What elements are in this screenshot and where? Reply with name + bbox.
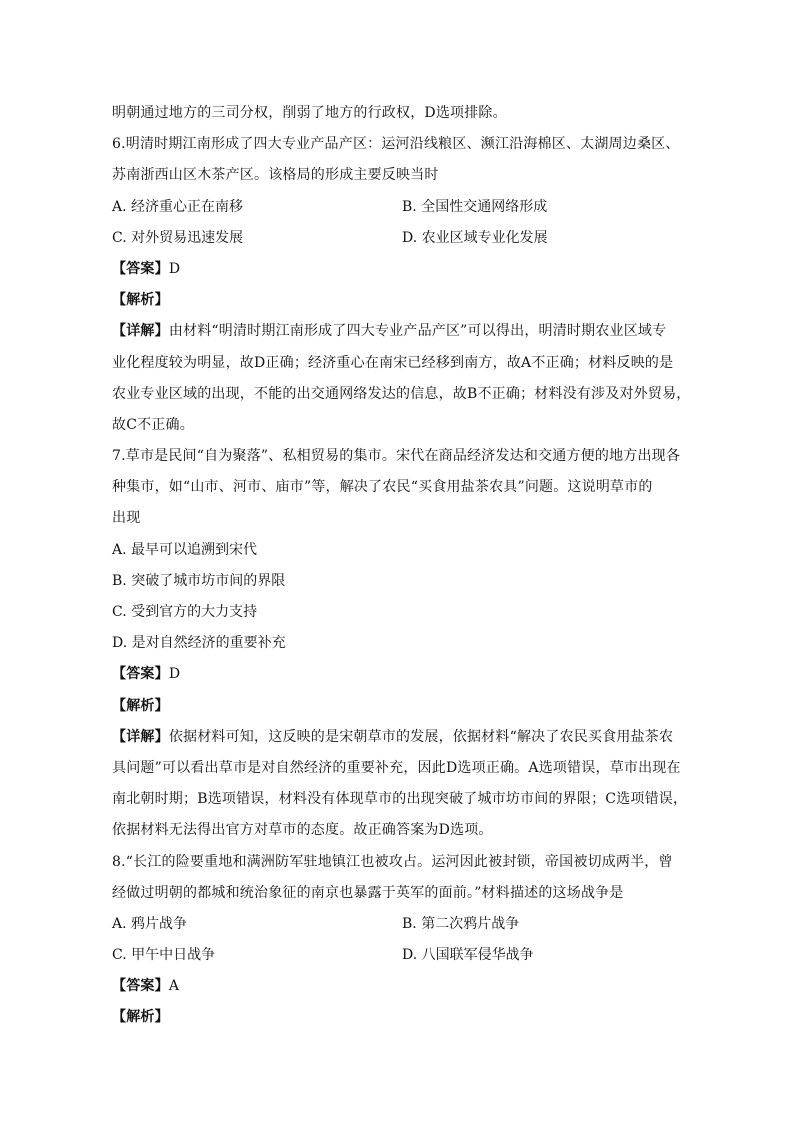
question-7-answer bbox=[112, 659, 692, 690]
question-6 bbox=[112, 129, 692, 441]
document-page bbox=[112, 98, 692, 1034]
question-8-option-a: A. 鸦片战争 bbox=[112, 915, 188, 932]
question-7-option-c: C. 受到官方的大力支持 bbox=[112, 604, 258, 620]
question-7 bbox=[112, 441, 692, 846]
question-6-detail-line-4: 故C不正确。 bbox=[112, 416, 194, 433]
detail-label: 【详解】 bbox=[112, 323, 169, 340]
question-8-option-d: D. 八国联军侵华战争 bbox=[402, 947, 534, 964]
question-8-options-row-1 bbox=[112, 909, 692, 940]
question-8-options-row-2 bbox=[112, 940, 692, 971]
answer-value: D bbox=[168, 666, 181, 683]
detail-text: 由材料“明清时期江南形成了四大专业产品产区”可以得出，明清时期农业区域专 bbox=[168, 323, 667, 340]
question-6-stem-line-2: 苏南浙西山区木茶产区。该格局的形成主要反映当时 bbox=[112, 167, 439, 184]
question-7-stem-line-3: 出现 bbox=[112, 510, 141, 527]
question-7-option-b: B. 突破了城市坊市间的界限 bbox=[112, 572, 286, 589]
question-6-options-row-1 bbox=[112, 192, 692, 223]
answer-value: A bbox=[168, 978, 180, 995]
question-6-analysis-label: 【解析】 bbox=[112, 292, 169, 309]
question-6-option-d: D. 农业区域专业化发展 bbox=[402, 229, 548, 246]
question-6-stem-line-1: 6.明清时期江南形成了四大专业产品产区：运河沿线粮区、濒江沿海棉区、太湖周边桑区、 bbox=[112, 136, 680, 153]
answer-label: 【答案】 bbox=[112, 260, 169, 277]
question-8 bbox=[112, 847, 692, 1034]
question-8-stem-line-1: 8.“长江的险要重地和满洲防军驻地镇江也被攻占。运河因此被封锁，帝国被切成两半，曾 bbox=[112, 853, 673, 870]
question-8-stem-line-2: 经做过明朝的都城和统治象征的南京也暴露于英军的面前。”材料描述的这场战争是 bbox=[112, 884, 624, 901]
question-8-option-c: C. 甲午中日战争 bbox=[112, 947, 216, 964]
question-8-answer bbox=[112, 971, 692, 1002]
question-6-detail-line-3: 农业专业区域的出现，不能的出交通网络发达的信息，故B不正确；材料没有涉及对外贸易， bbox=[112, 385, 691, 402]
answer-label: 【答案】 bbox=[112, 978, 169, 995]
question-7-analysis-label: 【解析】 bbox=[112, 697, 169, 714]
question-6-option-b: B. 全国性交通网络形成 bbox=[402, 198, 548, 215]
question-7-option-a: A. 最早可以追溯到宋代 bbox=[112, 541, 258, 558]
question-6-option-c: C. 对外贸易迅速发展 bbox=[112, 229, 244, 246]
question-7-option-d: D. 是对自然经济的重要补充 bbox=[112, 635, 286, 652]
previous-analysis-tail: 明朝通过地方的三司分权，削弱了地方的行政权，D选项排除。 bbox=[112, 105, 507, 121]
question-7-detail-line-2: 具问题”可以看出草市是对自然经济的重要补充，因此D选项正确。A选项错误，草市出现在 bbox=[112, 759, 681, 776]
question-6-detail-line-1 bbox=[112, 316, 692, 347]
question-7-detail-line-1 bbox=[112, 722, 692, 753]
question-6-answer bbox=[112, 254, 692, 285]
question-7-stem-line-2: 种集市，如“山市、河市、庙市”等，解决了农民“买食用盐茶农具”问题。这说明草市的 bbox=[112, 479, 653, 496]
question-6-detail-line-2: 业化程度较为明显，故D正确；经济重心在南宋已经移到南方，故A不正确；材料反映的是 bbox=[112, 354, 674, 371]
question-6-options-row-2 bbox=[112, 223, 692, 254]
detail-label: 【详解】 bbox=[112, 728, 169, 745]
question-7-detail-line-3: 南北朝时期；B选项错误，材料没有体现草市的出现突破了城市坊市间的界限；C选项错误， bbox=[112, 791, 688, 808]
question-8-analysis-label: 【解析】 bbox=[112, 1009, 169, 1026]
question-8-option-b: B. 第二次鸦片战争 bbox=[402, 915, 520, 932]
answer-label: 【答案】 bbox=[112, 666, 169, 683]
answer-value: D bbox=[168, 260, 181, 277]
question-7-stem-line-1: 7.草市是民间“自为聚落”、私相贸易的集市。宋代在商品经济发达和交通方便的地方出现各 bbox=[112, 448, 681, 465]
question-7-detail-line-4: 依据材料无法得出官方对草市的态度。故正确答案为D选项。 bbox=[112, 822, 493, 839]
detail-text: 依据材料可知，这反映的是宋朝草市的发展，依据材料“解决了农民买食用盐茶农 bbox=[168, 728, 674, 745]
question-6-option-a: A. 经济重心正在南移 bbox=[112, 198, 244, 215]
